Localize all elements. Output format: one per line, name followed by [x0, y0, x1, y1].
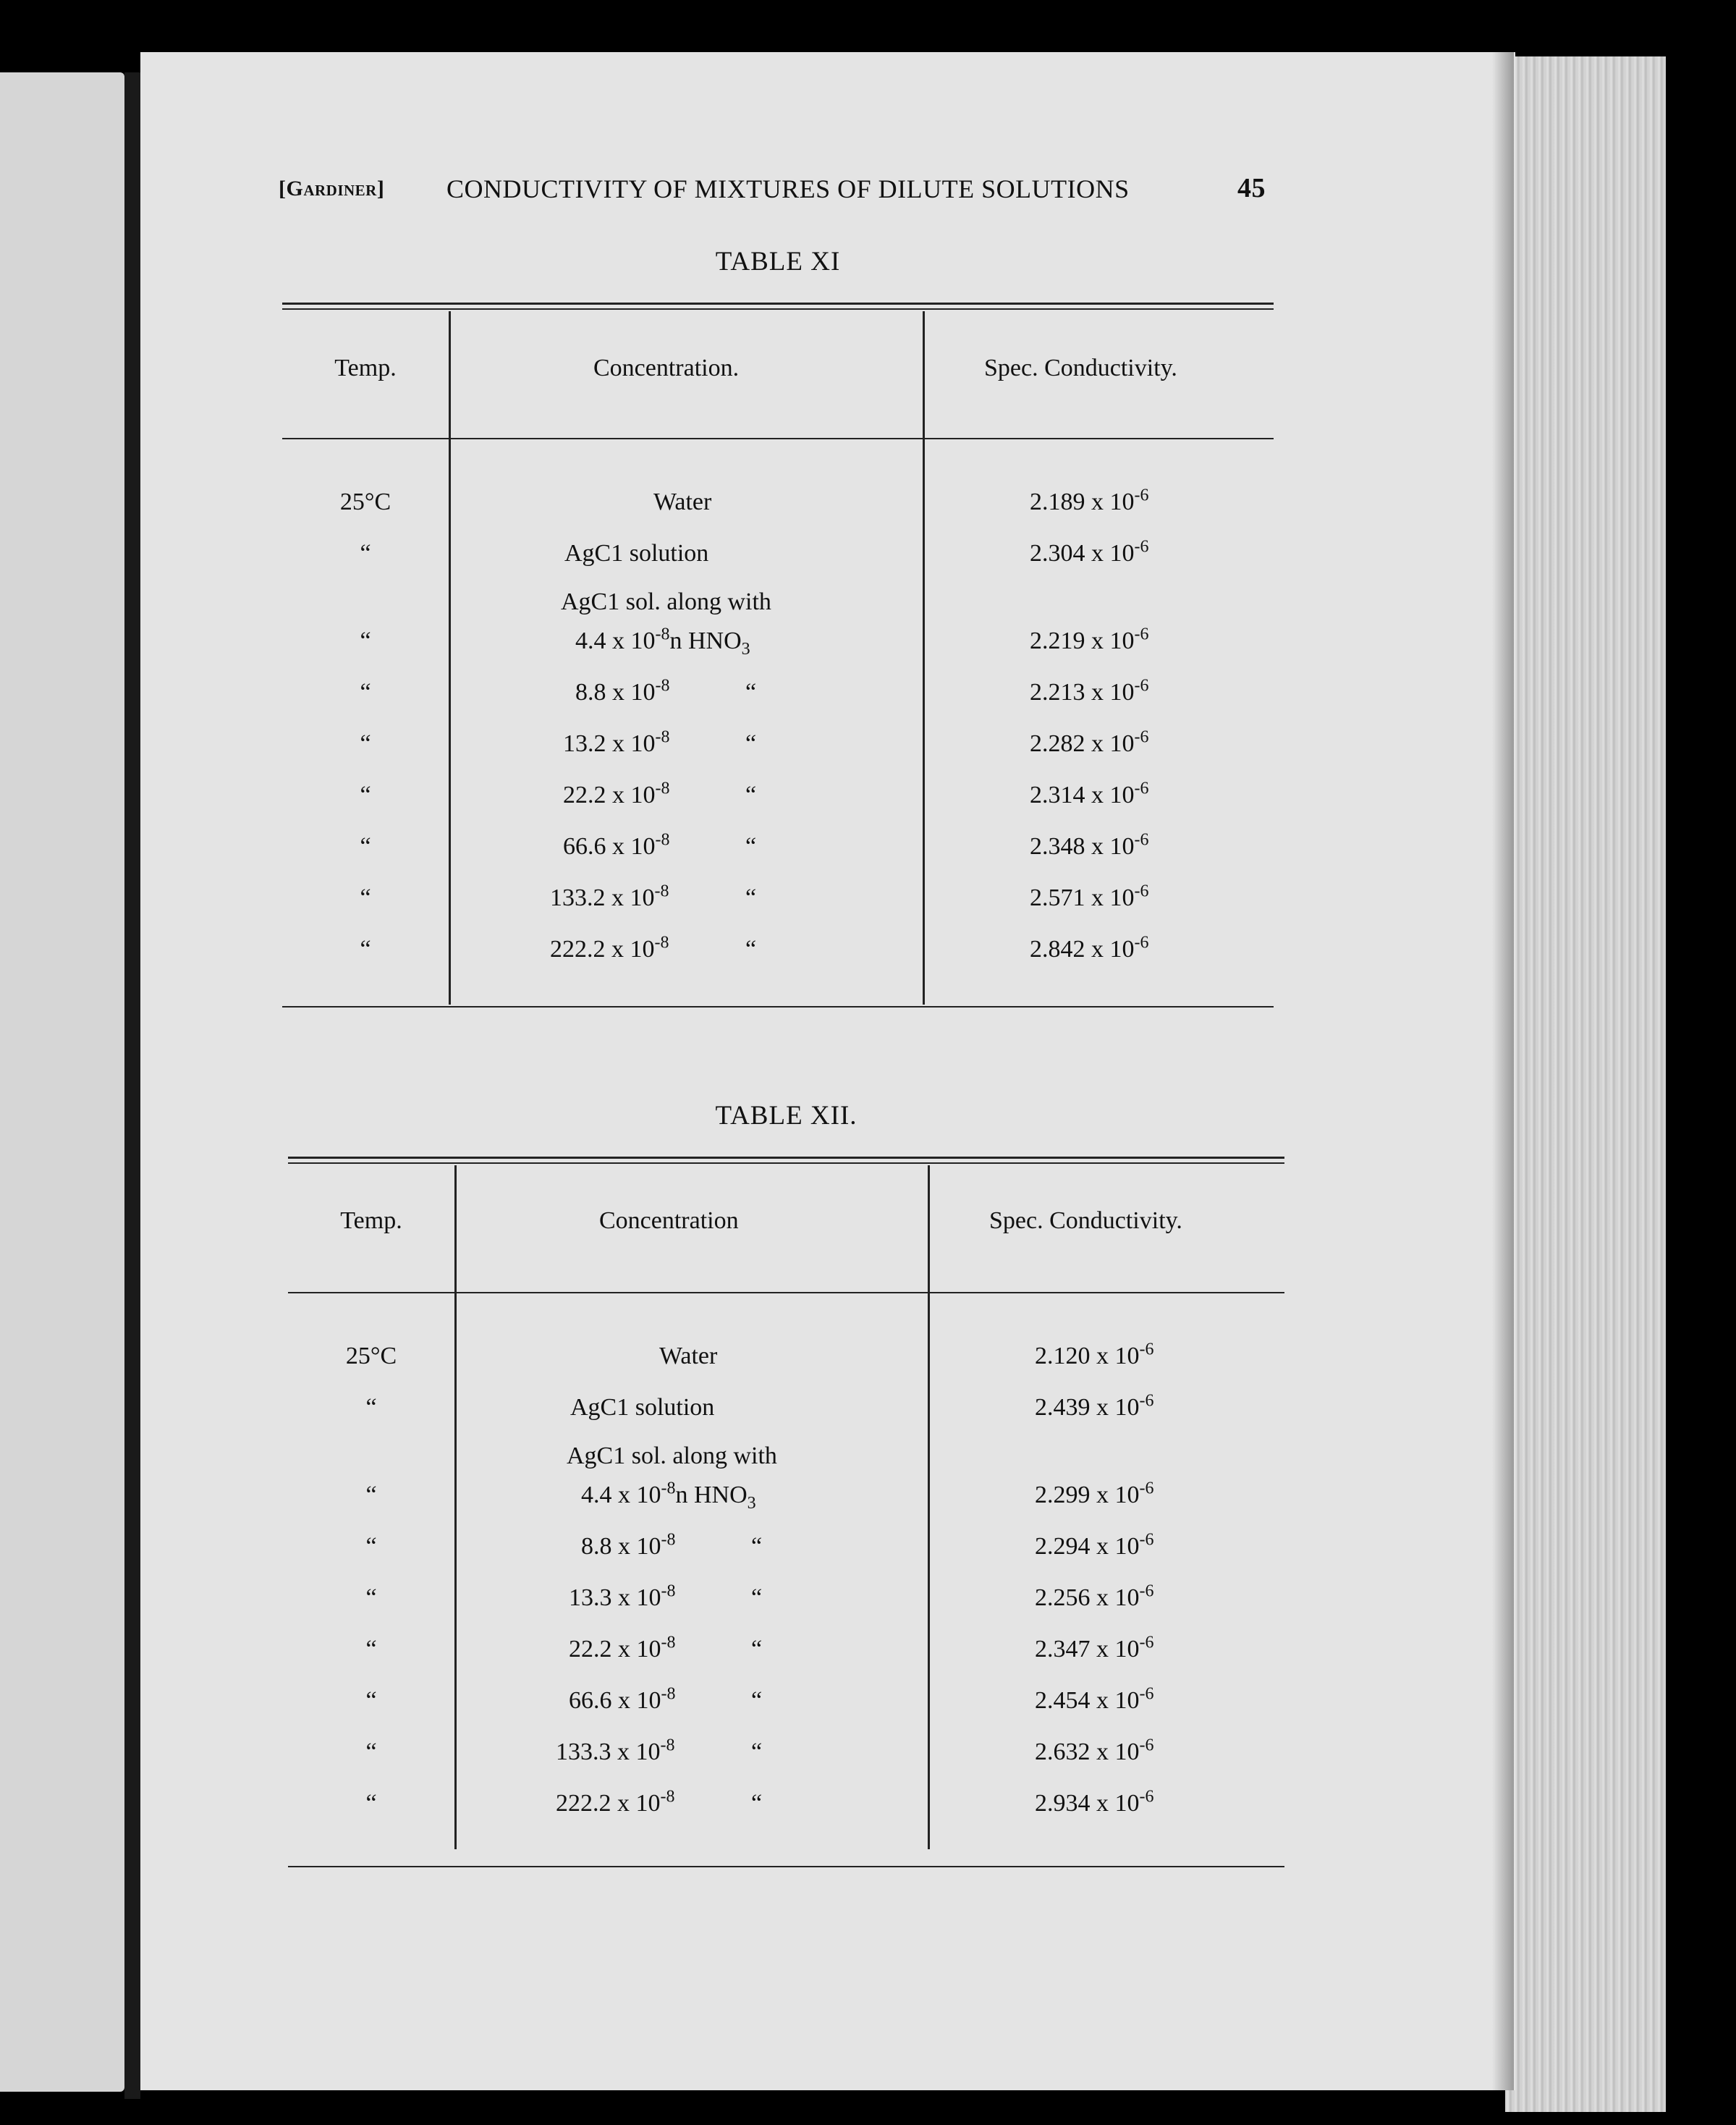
table-2-top-rule	[288, 1157, 1284, 1159]
table-2-row-3-cond-exponent: -6	[1139, 1479, 1154, 1498]
table-2-row-3-concentration	[581, 1479, 756, 1513]
table-1-row-5-ditto: “	[745, 730, 757, 757]
table-1-row-3-conc-mantissa: 4.4 x 10	[575, 628, 656, 654]
table-1-row-5-cond-mantissa: 2.282 x 10	[1030, 730, 1135, 757]
table-2-row-7-cond-exponent: -6	[1139, 1684, 1154, 1704]
table-1-row-9-conc-exponent: -8	[654, 933, 669, 952]
table-2-row-1-cond-exponent: -6	[1139, 1340, 1154, 1359]
table-2-header-temp: Temp.	[340, 1207, 402, 1234]
table-2-header-rule	[288, 1292, 1284, 1293]
table-2-row-6-cond-mantissa: 2.347 x 10	[1035, 1636, 1140, 1663]
table-1-row-4-temp: “	[360, 679, 371, 706]
table-2-row-7-concentration	[569, 1684, 676, 1715]
table-1-row-6-ditto: “	[745, 782, 757, 808]
table-2-row-3-conductivity	[1035, 1479, 1154, 1509]
table-1-row-8-conc-mantissa: 133.2 x 10	[550, 884, 655, 911]
table-1-row-7-concentration	[563, 830, 670, 861]
page-number: 45	[1237, 173, 1266, 203]
table-2-row-3-conc-suffix: n HNO	[675, 1482, 748, 1508]
table-1-row-7-ditto: “	[745, 833, 757, 860]
table-2-row-7-conc-exponent: -8	[661, 1684, 676, 1704]
table-2-row-7-conc-mantissa: 66.6 x 10	[569, 1687, 661, 1714]
table-2-header-conductivity: Spec. Conductivity.	[989, 1207, 1182, 1234]
table-1-row-3-concentration	[575, 625, 750, 659]
table-2-row-3-cond-mantissa: 2.299 x 10	[1035, 1482, 1140, 1508]
table-1-row-1-cond-mantissa: 2.189 x 10	[1030, 489, 1135, 515]
table-1-row-7-temp: “	[360, 833, 371, 860]
table-2-row-5-ditto: “	[751, 1584, 763, 1611]
table-2-bottom-rule	[288, 1866, 1284, 1867]
table-2-row-8-ditto: “	[751, 1739, 763, 1765]
table-2-row-3-conc-mantissa: 4.4 x 10	[581, 1482, 661, 1508]
table-2-row-4-temp: “	[365, 1533, 377, 1560]
table-1-row-2-concentration: AgC1 solution	[564, 540, 709, 567]
table-2-row-5-concentration	[569, 1581, 676, 1612]
table-1-row-2-cond-mantissa: 2.304 x 10	[1030, 540, 1135, 567]
table-2-row-4-ditto: “	[751, 1533, 763, 1560]
table-2-row-9-concentration	[556, 1787, 675, 1817]
table-2-row-9-conc-mantissa: 222.2 x 10	[556, 1790, 661, 1817]
table-2-row-5-conc-exponent: -8	[661, 1581, 676, 1601]
table-2-row-9-cond-mantissa: 2.934 x 10	[1035, 1790, 1140, 1817]
table-2-top-rule-2	[288, 1162, 1284, 1164]
table-1-row-2-conductivity	[1030, 537, 1149, 567]
table-1-row-6-cond-mantissa: 2.314 x 10	[1030, 782, 1135, 808]
table-1-row-4-cond-mantissa: 2.213 x 10	[1030, 679, 1135, 706]
table-1-top-rule-2	[282, 308, 1274, 310]
table-2-row-8-cond-exponent: -6	[1139, 1736, 1154, 1755]
table-2-row-1-conductivity	[1035, 1340, 1154, 1370]
table-1-row-8-concentration	[550, 884, 669, 912]
table-2-row-6-ditto: “	[751, 1636, 763, 1663]
table-1-row-7-conc-mantissa: 66.6 x 10	[563, 833, 656, 860]
table-1-row-9-concentration	[550, 933, 669, 963]
table-2-row-7-temp: “	[365, 1687, 377, 1714]
table-1-row-9-ditto: “	[745, 936, 757, 963]
table-1-header-conductivity: Spec. Conductivity.	[984, 355, 1177, 381]
table-1-header-rule	[282, 438, 1274, 439]
table-1-row-5-conc-mantissa: 13.2 x 10	[563, 730, 656, 757]
table-2-col-divider-1	[454, 1165, 457, 1849]
table-2-row-3-conc-line1: AgC1 sol. along with	[567, 1442, 777, 1469]
table-2-row-7-cond-mantissa: 2.454 x 10	[1035, 1687, 1140, 1714]
table-2-row-2-conductivity	[1035, 1391, 1154, 1421]
table-1-row-7-cond-mantissa: 2.348 x 10	[1030, 833, 1135, 860]
table-1-row-2-temp: “	[360, 540, 371, 567]
table-1-row-9-conductivity	[1030, 933, 1149, 963]
table-2-header-concentration: Concentration	[599, 1207, 739, 1234]
table-1-row-1-concentration: Water	[653, 489, 712, 515]
table-2-row-8-concentration	[556, 1736, 675, 1766]
table-2-row-2-temp: “	[365, 1394, 377, 1421]
table-1-row-9-temp: “	[360, 936, 371, 963]
running-title: CONDUCTIVITY OF MIXTURES OF DILUTE SOLUTIONS	[446, 174, 1130, 203]
table-1-row-6-conc-exponent: -8	[655, 779, 670, 798]
table-2-title: TABLE XII.	[715, 1101, 858, 1131]
table-2-row-2-concentration: AgC1 solution	[570, 1394, 715, 1421]
table-2-row-9-conc-exponent: -8	[660, 1787, 675, 1807]
book-gutter	[124, 72, 140, 2099]
table-2-row-2-cond-mantissa: 2.439 x 10	[1035, 1394, 1140, 1421]
table-1-row-6-temp: “	[360, 782, 371, 808]
table-1-row-3-conc-exponent: -8	[655, 625, 670, 644]
table-1-row-7-conductivity	[1030, 830, 1149, 861]
table-1-top-rule	[282, 303, 1274, 305]
table-2-row-7-conductivity	[1035, 1684, 1154, 1715]
table-1-header-temp: Temp.	[334, 355, 397, 381]
table-1-row-3-cond-mantissa: 2.219 x 10	[1030, 628, 1135, 654]
table-1-row-6-conc-mantissa: 22.2 x 10	[563, 782, 656, 808]
table-2-row-3-conc-subscript: 3	[747, 1493, 756, 1513]
table-2-row-7-ditto: “	[751, 1687, 763, 1714]
table-1-row-9-conc-mantissa: 222.2 x 10	[550, 936, 655, 963]
table-2-row-6-conc-exponent: -8	[661, 1633, 676, 1652]
table-1-row-3-cond-exponent: -6	[1134, 625, 1149, 644]
table-1-row-6-conductivity	[1030, 779, 1149, 809]
table-1-bottom-rule	[282, 1006, 1274, 1007]
table-2-row-4-cond-exponent: -6	[1139, 1530, 1154, 1550]
table-2-row-6-temp: “	[365, 1636, 377, 1663]
author-name: [Gardiner]	[279, 177, 385, 200]
table-2-row-5-conc-mantissa: 13.3 x 10	[569, 1584, 661, 1611]
table-2-row-4-cond-mantissa: 2.294 x 10	[1035, 1533, 1140, 1560]
table-1-row-5-conductivity	[1030, 727, 1149, 758]
table-2-row-9-temp: “	[365, 1790, 377, 1817]
table-1-row-8-conc-exponent: -8	[654, 882, 669, 901]
table-1-row-8-temp: “	[360, 884, 371, 911]
table-2-row-3-temp: “	[365, 1482, 377, 1508]
table-2-row-6-concentration	[569, 1633, 676, 1663]
table-2-row-1-concentration: Water	[659, 1343, 718, 1369]
table-1-row-5-cond-exponent: -6	[1134, 727, 1149, 747]
table-2-row-6-conductivity	[1035, 1633, 1154, 1663]
table-2-row-8-cond-mantissa: 2.632 x 10	[1035, 1739, 1140, 1765]
table-1-row-4-conductivity	[1030, 676, 1149, 706]
table-1-row-7-conc-exponent: -8	[655, 830, 670, 850]
table-2-row-6-conc-mantissa: 22.2 x 10	[569, 1636, 661, 1663]
table-1-row-4-ditto: “	[745, 679, 757, 706]
table-2-row-3-conc-exponent: -8	[661, 1479, 676, 1498]
table-1-row-2-cond-exponent: -6	[1134, 537, 1149, 557]
table-1-col-divider-2	[923, 311, 925, 1005]
table-1-row-3-temp: “	[360, 628, 371, 654]
page-edge-shadow	[1492, 52, 1514, 2090]
table-2-row-9-ditto: “	[751, 1790, 763, 1817]
table-2-row-9-cond-exponent: -6	[1139, 1787, 1154, 1807]
table-2-row-9-conductivity	[1035, 1787, 1154, 1817]
table-1-row-6-cond-exponent: -6	[1134, 779, 1149, 798]
table-1-row-3-conc-line1: AgC1 sol. along with	[561, 588, 771, 615]
table-2-row-8-conc-mantissa: 133.3 x 10	[556, 1739, 661, 1765]
table-2-row-5-cond-exponent: -6	[1139, 1581, 1154, 1601]
table-2-row-2-cond-exponent: -6	[1139, 1391, 1154, 1411]
table-2-row-5-conductivity	[1035, 1581, 1154, 1612]
table-2-row-5-temp: “	[365, 1584, 377, 1611]
table-1-header-concentration: Concentration.	[593, 355, 740, 381]
table-1-row-4-conc-exponent: -8	[655, 676, 670, 696]
table-2-col-divider-2	[928, 1165, 930, 1849]
page-stack-edges	[1505, 56, 1666, 2112]
table-1-row-4-concentration	[575, 676, 670, 706]
table-1-row-7-cond-exponent: -6	[1134, 830, 1149, 850]
table-2-row-1-cond-mantissa: 2.120 x 10	[1035, 1343, 1140, 1369]
table-1-row-8-conductivity	[1030, 884, 1149, 912]
table-2-row-8-conc-exponent: -8	[660, 1736, 675, 1755]
table-1-row-4-conc-mantissa: 8.8 x 10	[575, 679, 656, 706]
table-1-col-divider-1	[449, 311, 451, 1005]
table-1-row-4-cond-exponent: -6	[1134, 676, 1149, 696]
table-2-row-4-conc-mantissa: 8.8 x 10	[581, 1533, 661, 1560]
table-1-row-9-cond-exponent: -6	[1134, 933, 1149, 952]
table-1-row-8-cond-mantissa: 2.571 x 10	[1030, 884, 1135, 911]
table-2-row-1-temp: 25°C	[345, 1343, 397, 1369]
table-1-row-3-conductivity	[1030, 625, 1149, 655]
table-1-row-1-cond-exponent: -6	[1134, 486, 1149, 505]
table-1-row-1-conductivity	[1030, 486, 1149, 516]
table-2-row-6-cond-exponent: -6	[1139, 1633, 1154, 1652]
table-2-row-8-temp: “	[365, 1739, 377, 1765]
table-1-row-1-temp: 25°C	[339, 489, 391, 515]
table-2-row-4-conductivity	[1035, 1530, 1154, 1560]
table-1-row-5-conc-exponent: -8	[655, 727, 670, 747]
table-2-row-4-concentration	[581, 1530, 676, 1560]
table-1-row-9-cond-mantissa: 2.842 x 10	[1030, 936, 1135, 963]
table-1-row-6-concentration	[563, 779, 670, 809]
table-1-row-8-cond-exponent: -6	[1134, 882, 1149, 901]
running-header	[279, 168, 1277, 211]
table-1-row-5-temp: “	[360, 730, 371, 757]
table-1-row-8-ditto: “	[745, 884, 757, 911]
table-2-row-4-conc-exponent: -8	[661, 1530, 676, 1550]
table-1-row-3-conc-suffix: n HNO	[669, 628, 742, 654]
table-2-row-8-conductivity	[1035, 1736, 1154, 1766]
table-2-row-5-cond-mantissa: 2.256 x 10	[1035, 1584, 1140, 1611]
table-1-title: TABLE XI	[715, 247, 841, 276]
facing-page-edge	[0, 72, 124, 2092]
table-1-row-3-conc-subscript: 3	[741, 639, 750, 659]
table-1-row-5-concentration	[563, 727, 670, 758]
